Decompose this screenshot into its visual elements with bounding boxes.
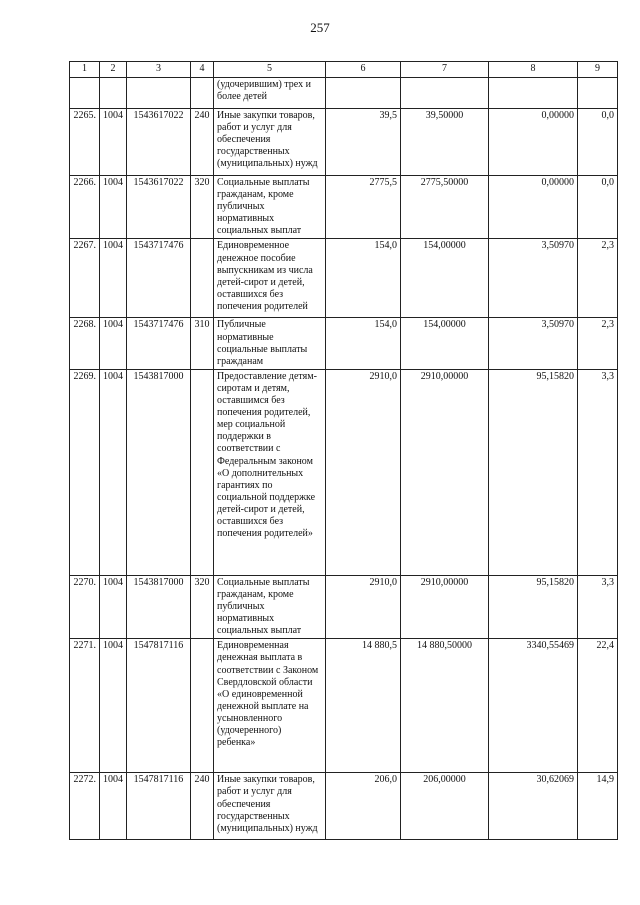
planned-amount: 154,0 bbox=[326, 239, 401, 318]
planned-amount: 154,0 bbox=[326, 318, 401, 369]
planned-amount: 39,5 bbox=[326, 109, 401, 176]
section-code: 1004 bbox=[100, 109, 127, 176]
expense-type bbox=[191, 369, 214, 575]
planned-amount: 2910,0 bbox=[326, 369, 401, 575]
target-code: 1547817116 bbox=[127, 773, 191, 840]
approved-amount: 154,00000 bbox=[401, 318, 489, 369]
row-number: 2267. bbox=[70, 239, 100, 318]
approved-amount: 206,00000 bbox=[401, 773, 489, 840]
item-name: Предоставление детям-сиротам и детям, оставшимся без попечения родителей, мер социальной поддержки в соответствии с Федеральным законом «О дополнительных гарантиях по социальной поддержке детей-сирот и детей, оставшихся без попечения родителей» bbox=[214, 369, 326, 575]
row-number: 2269. bbox=[70, 369, 100, 575]
executed-amount: 95,15820 bbox=[489, 575, 578, 638]
target-code: 1543717476 bbox=[127, 239, 191, 318]
target-code: 1543817000 bbox=[127, 369, 191, 575]
expense-type: 240 bbox=[191, 773, 214, 840]
section-code: 1004 bbox=[100, 369, 127, 575]
expense-type bbox=[191, 239, 214, 318]
executed-amount: 0,00000 bbox=[489, 109, 578, 176]
table-row bbox=[70, 176, 618, 239]
header-cell: 2 bbox=[100, 62, 127, 78]
executed-amount: 0,00000 bbox=[489, 176, 578, 239]
table-row bbox=[70, 773, 618, 840]
row-number bbox=[70, 78, 100, 109]
header-cell: 3 bbox=[127, 62, 191, 78]
section-code: 1004 bbox=[100, 318, 127, 369]
header-row bbox=[70, 62, 618, 78]
execution-percent: 2,3 bbox=[578, 239, 618, 318]
section-code: 1004 bbox=[100, 575, 127, 638]
execution-percent: 2,3 bbox=[578, 318, 618, 369]
target-code bbox=[127, 78, 191, 109]
execution-percent bbox=[578, 78, 618, 109]
planned-amount: 2910,0 bbox=[326, 575, 401, 638]
target-code: 1547817116 bbox=[127, 639, 191, 773]
target-code: 1543617022 bbox=[127, 176, 191, 239]
target-code: 1543817000 bbox=[127, 575, 191, 638]
table-row bbox=[70, 239, 618, 318]
planned-amount: 14 880,5 bbox=[326, 639, 401, 773]
item-name: Публичные нормативные социальные выплаты гражданам bbox=[214, 318, 326, 369]
executed-amount: 95,15820 bbox=[489, 369, 578, 575]
target-code: 1543617022 bbox=[127, 109, 191, 176]
item-name: Единовременное денежное пособие выпускникам из числа детей-сирот и детей, оставшихся без попечения родителей bbox=[214, 239, 326, 318]
row-number: 2265. bbox=[70, 109, 100, 176]
approved-amount: 2910,00000 bbox=[401, 369, 489, 575]
expense-type: 320 bbox=[191, 575, 214, 638]
header-cell: 5 bbox=[214, 62, 326, 78]
row-number: 2266. bbox=[70, 176, 100, 239]
table-row bbox=[70, 318, 618, 369]
row-number: 2271. bbox=[70, 639, 100, 773]
section-code: 1004 bbox=[100, 639, 127, 773]
item-name: Иные закупки товаров, работ и услуг для обеспечения государственных (муниципальных) нужд bbox=[214, 109, 326, 176]
execution-percent: 0,0 bbox=[578, 109, 618, 176]
table-row bbox=[70, 109, 618, 176]
header-cell: 6 bbox=[326, 62, 401, 78]
header-cell: 1 bbox=[70, 62, 100, 78]
executed-amount: 3340,55469 bbox=[489, 639, 578, 773]
execution-percent: 14,9 bbox=[578, 773, 618, 840]
table-row bbox=[70, 575, 618, 638]
executed-amount bbox=[489, 78, 578, 109]
approved-amount: 14 880,50000 bbox=[401, 639, 489, 773]
table-row bbox=[70, 369, 618, 575]
expense-type bbox=[191, 639, 214, 773]
item-name: Социальные выплаты гражданам, кроме публичных нормативных социальных выплат bbox=[214, 575, 326, 638]
approved-amount: 2775,50000 bbox=[401, 176, 489, 239]
executed-amount: 3,50970 bbox=[489, 318, 578, 369]
expense-type: 310 bbox=[191, 318, 214, 369]
expense-type bbox=[191, 78, 214, 109]
target-code: 1543717476 bbox=[127, 318, 191, 369]
row-number: 2270. bbox=[70, 575, 100, 638]
executed-amount: 30,62069 bbox=[489, 773, 578, 840]
section-code: 1004 bbox=[100, 239, 127, 318]
row-number: 2268. bbox=[70, 318, 100, 369]
approved-amount: 2910,00000 bbox=[401, 575, 489, 638]
expense-type: 240 bbox=[191, 109, 214, 176]
execution-percent: 3,3 bbox=[578, 369, 618, 575]
header-cell: 4 bbox=[191, 62, 214, 78]
planned-amount bbox=[326, 78, 401, 109]
row-number: 2272. bbox=[70, 773, 100, 840]
planned-amount: 2775,5 bbox=[326, 176, 401, 239]
table-row bbox=[70, 639, 618, 773]
expense-type: 320 bbox=[191, 176, 214, 239]
approved-amount: 39,50000 bbox=[401, 109, 489, 176]
executed-amount: 3,50970 bbox=[489, 239, 578, 318]
execution-percent: 3,3 bbox=[578, 575, 618, 638]
budget-table bbox=[69, 61, 618, 840]
section-code bbox=[100, 78, 127, 109]
item-name: Единовременная денежная выплата в соответствии с Законом Свердловской области «О единовременной денежной выплате на усыновленного (удочеренного) ребенка» bbox=[214, 639, 326, 773]
execution-percent: 22,4 bbox=[578, 639, 618, 773]
item-name: Социальные выплаты гражданам, кроме публичных нормативных социальных выплат bbox=[214, 176, 326, 239]
item-name: (удочерившим) трех и более детей bbox=[214, 78, 326, 109]
header-cell: 8 bbox=[489, 62, 578, 78]
header-cell: 7 bbox=[401, 62, 489, 78]
execution-percent: 0,0 bbox=[578, 176, 618, 239]
section-code: 1004 bbox=[100, 773, 127, 840]
page-number: 257 bbox=[310, 20, 330, 35]
item-name: Иные закупки товаров, работ и услуг для обеспечения государственных (муниципальных) нужд bbox=[214, 773, 326, 840]
table-row bbox=[70, 78, 618, 109]
header-cell: 9 bbox=[578, 62, 618, 78]
approved-amount: 154,00000 bbox=[401, 239, 489, 318]
approved-amount bbox=[401, 78, 489, 109]
planned-amount: 206,0 bbox=[326, 773, 401, 840]
section-code: 1004 bbox=[100, 176, 127, 239]
